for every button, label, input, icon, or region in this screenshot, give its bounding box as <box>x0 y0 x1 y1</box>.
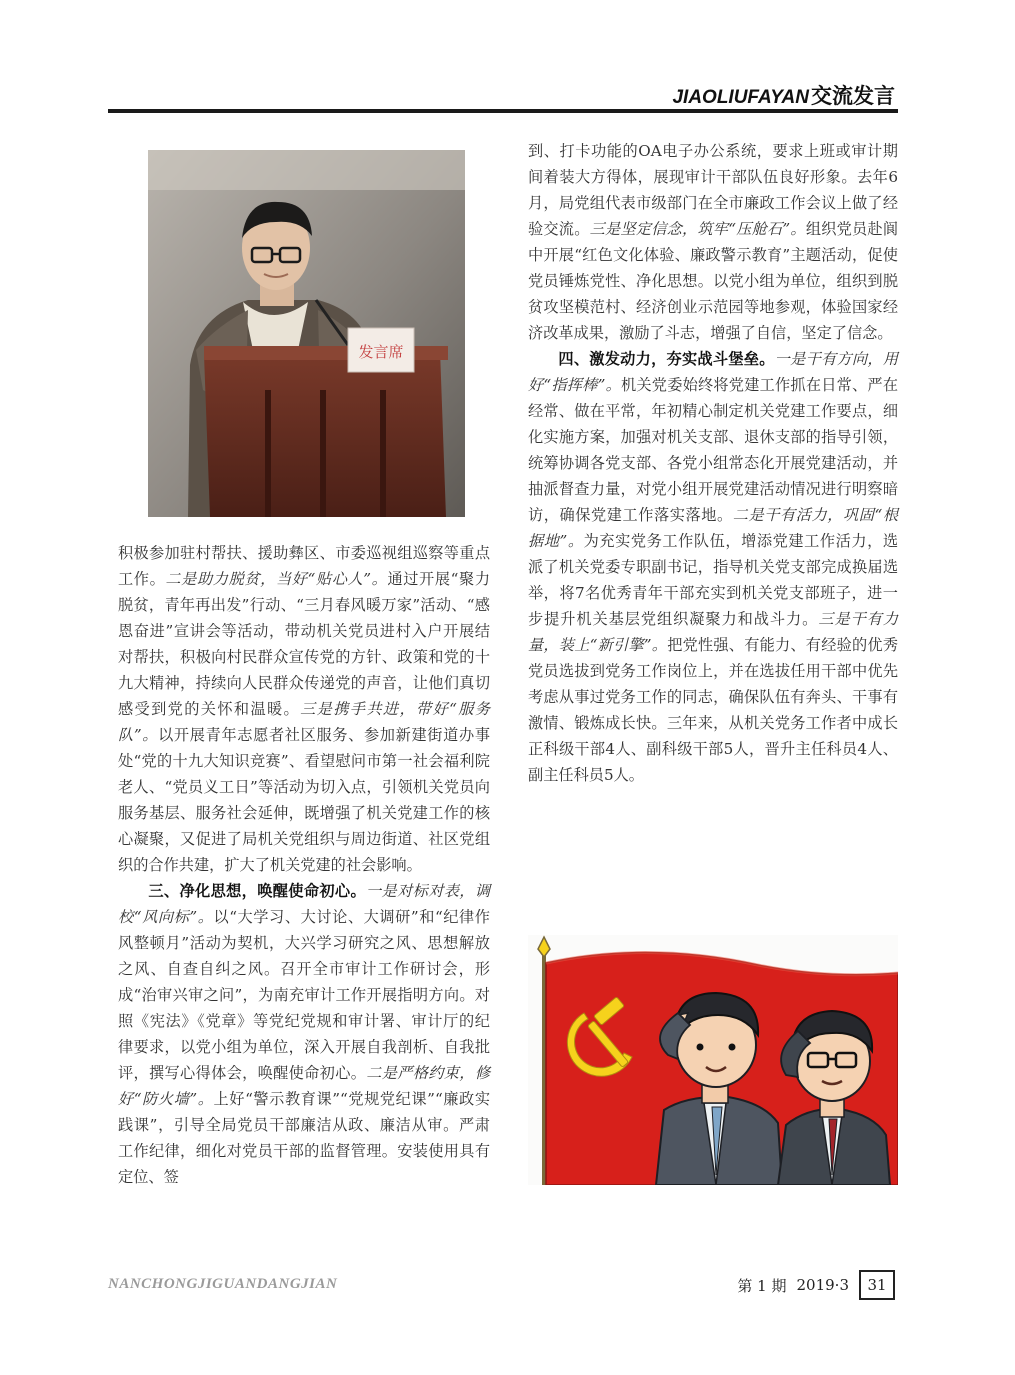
issue-label: 第 1 期 <box>737 1276 787 1295</box>
issue-date: 2019·3 <box>796 1276 849 1294</box>
footer-issue-info <box>737 1270 895 1300</box>
section-title-en: JIAOLIUFAYAN <box>672 87 809 108</box>
section-heading-3: 三、净化思想，唤醒使命初心。 <box>148 882 367 900</box>
section-heading-4: 四、激发动力，夯实战斗堡垒。 <box>558 350 775 368</box>
party-flag-illustration <box>528 935 898 1185</box>
left-column <box>118 540 490 1190</box>
left-paragraph-1: 积极参加驻村帮扶、援助彝区、市委巡视组巡察等重点工作。二是助力脱贫，当好“贴心人”。通过开展“聚力脱贫，青年再出发”行动、“三月春风暖万家”活动、“感恩奋进”宣讲会等活动，带动机关党员进村入户开展结对帮扶，积极向村民群众宣传党的方针、政策和党的十九大精神，持续向人民群众传递党的声音，让他们真切感受到党的关怀和温暖。三是携手共进，带好“服务队”。以开展青年志愿者社区服务、参加新建街道办事处“党的十九大知识竞赛”、看望慰问市第一社会福利院老人、“党员义工日”等活动为切入点，引领机关党员向服务基层、服务社会延伸，既增强了机关党建工作的核心凝聚，又促进了局机关党组织与周边街道、社区党组织的合作共建，扩大了机关党建的社会影响。 <box>118 544 491 874</box>
right-paragraph-1: 到、打卡功能的OA电子办公系统，要求上班或审计期间着装大方得体，展现审计干部队伍良好形象。去年6月，局党组代表市级部门在全市廉政工作会议上做了经验交流。三是坚定信念，筑牢“压舱石”。组织党员赴阆中开展“红色文化体验、廉政警示教育”主题活动，促使党员锤炼党性、净化思想。以党小组为单位，组织到脱贫攻坚模范村、经济创业示范园等地参观，体验国家经济改革成果，激励了斗志，增强了自信，坚定了信念。 <box>528 142 899 342</box>
speaker-photo-illustration <box>148 150 465 517</box>
podium-sign: 发言席 <box>358 343 404 361</box>
section-title-cn: 交流发言 <box>811 85 895 108</box>
party-flag-cartoon <box>528 935 898 1185</box>
journal-name: NANCHONGJIGUANDANGJIAN <box>108 1276 338 1292</box>
page-number: 31 <box>859 1270 895 1300</box>
right-column <box>528 138 898 788</box>
right-paragraph-2: 四、激发动力，夯实战斗堡垒。一是干有方向，用好“指挥棒”。机关党委始终将党建工作抓在日常、严在经常、做在平常，年初精心制定机关党建工作要点，细化实施方案，加强对机关支部、退休支部的指导引领，统筹协调各党支部、各党小组常态化开展党建活动，并抽派督查力量，对党小组开展党建活动情况进行明察暗访，确保党建工作落实落地。二是干有活力，巩固“根据地”。为充实党务工作队伍，增添党建工作活力，选派了机关党委专职副书记，指导机关党支部完成换届选举，将7名优秀青年干部充实到机关党支部班子，进一步提升机关基层党组织凝聚力和战斗力。三是干有力量，装上“新引擎”。把党性强、有能力、有经验的优秀党员选拔到党务工作岗位上，并在选拔任用干部中优先考虑从事过党务工作的同志，确保队伍有奔头、干事有激情、锻炼成长快。三年来，从机关党务工作者中成长正科级干部4人、副科级干部5人，晋升主任科员4人、副主任科员5人。 <box>528 350 899 784</box>
section-header <box>672 80 895 110</box>
speaker-photo <box>148 150 465 517</box>
header-rule <box>108 109 898 113</box>
left-paragraph-2: 三、净化思想，唤醒使命初心。一是对标对表，调校“风向标”。以“大学习、大讨论、大调研”和“纪律作风整顿月”活动为契机，大兴学习研究之风、思想解放之风、自查自纠之风。召开全市审计工作研讨会，形成“治审兴审之问”，为南充审计工作开展指明方向。对照《宪法》《党章》等党纪党规和审计署、审计厅的纪律要求，以党小组为单位，深入开展自我剖析、自我批评，撰写心得体会，唤醒使命初心。二是严格约束，修好“防火墙”。上好“警示教育课”“党规党纪课”“廉政实践课”，引导全局党员干部廉洁从政、廉洁从审。严肃工作纪律，细化对党员干部的监督管理。安装使用具有定位、签 <box>118 882 491 1186</box>
